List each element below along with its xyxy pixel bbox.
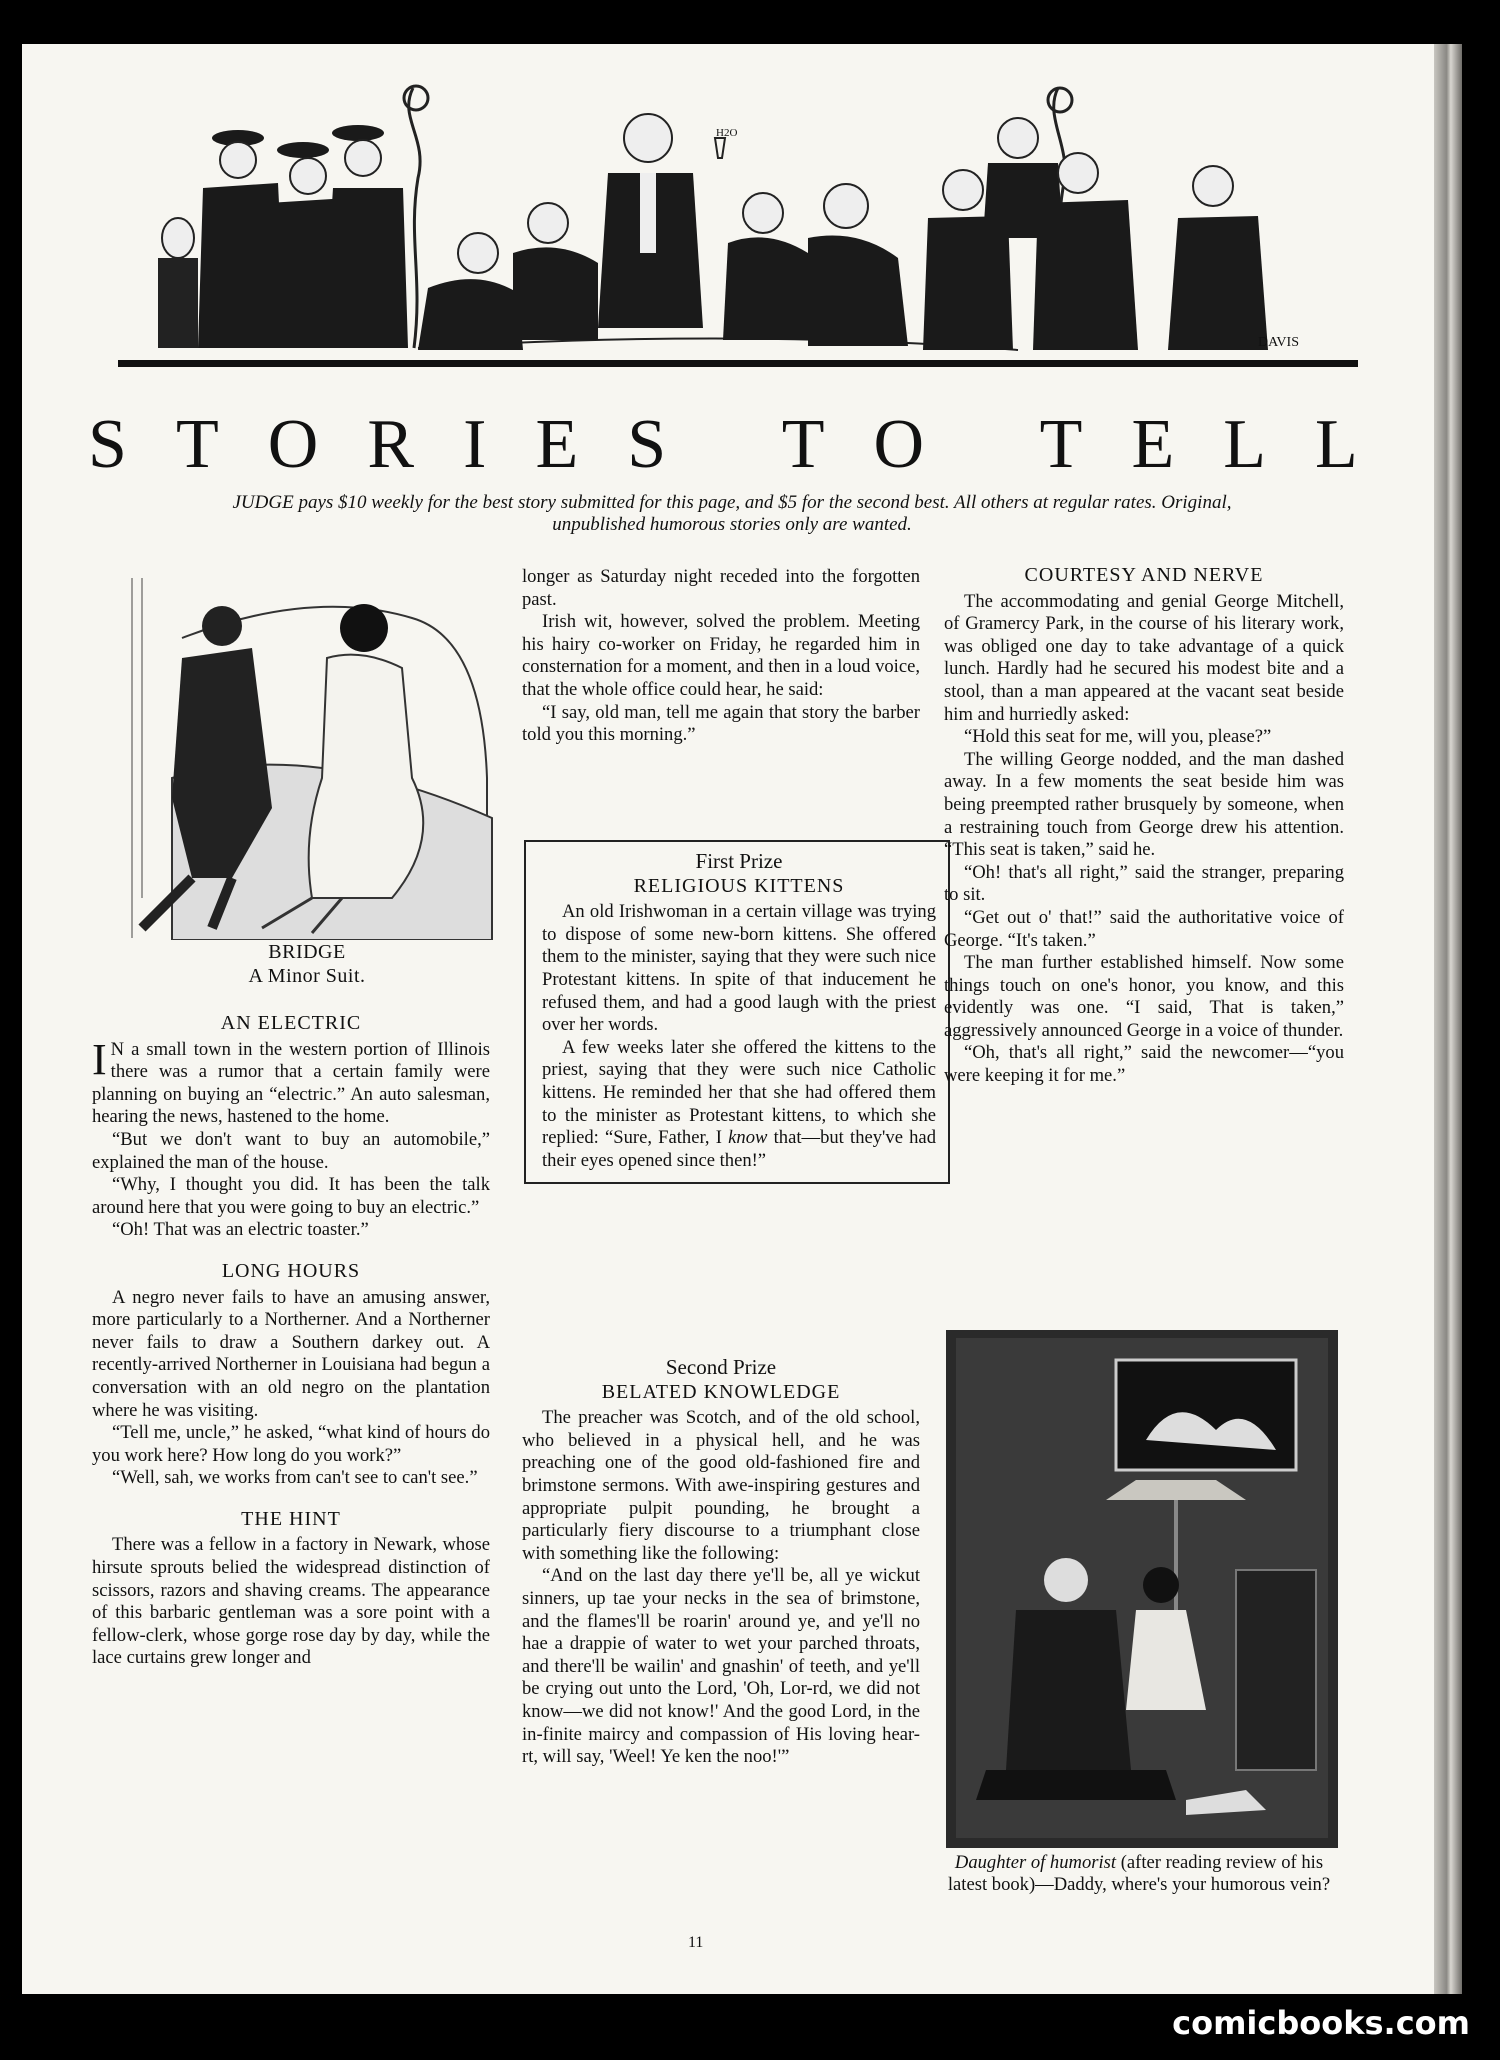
title-letter: E [1131,406,1175,483]
hint-p4: “I say, old man, tell me again that story the barber told you this morning.” [522,701,920,746]
electric-p1-text: N a small town in the western portion of Illinois there was a rumor that a certain family were planning on buying an “electric.” An auto salesman, hearing the news, hastened to the home. [92,1038,490,1128]
long-hours-p1: A negro never fails to have an amusing answer, more particularly to a Northerner. And a Northerner never fails to draw a Southern darkey out. A recently-arrived Northerner in Louisiana had begun a conversation with an old negro on the plantation where he was visiting. [92,1286,490,1421]
banner-illustration [118,78,1358,378]
title-letter: R [367,406,415,483]
electric-p3: “Why, I thought you did. It has been the talk around here that you were going to buy an electric.” [92,1174,490,1218]
glass-label: H2O [716,127,738,139]
first-prize-p1: An old Irishwoman in a certain village was trying to dispose of some new-born kittens. She offered them to the minister, saying that they were such nice Protestant kittens. In spite of that inducement he refused them, and had a good laugh with the priest over her words. [542,901,936,1036]
long-hours-p2: “Tell me, uncle,” he asked, “what kind of hours do you work here? How long do you work?” [92,1422,490,1466]
first-prize-p2-end: that—but they've had their eyes opened since then!” [542,1127,936,1171]
first-prize-emphasis: know [728,1127,768,1149]
title-letter: O [267,406,319,483]
title-letter: L [1223,406,1267,483]
courtesy-p5: “Get out o' that!” said the authoritative voice of George. “It's taken.” [944,906,1344,951]
title-letter [715,410,733,480]
courtesy-heading: COURTESY AND NERVE [1024,564,1264,586]
first-prize-label: First Prize [695,849,783,873]
caption-emphasis: Daughter of humorist [954,1852,1117,1873]
daughter-caption [934,1852,1344,1896]
bridge-caption [142,940,472,988]
title-letter: T [175,406,219,483]
title-letter: L [1315,406,1358,483]
courtesy-p3: The willing George nodded, and the man dashed away. In a few moments the seat beside him was being preempted rather brusquely by someone, when a restraining touch from George drew his attention. “This seat is taken,” said he. [944,748,1344,861]
book-spine [1434,44,1462,1994]
bridge-illustration [112,578,496,940]
courtesy-p4: “Oh! that's all right,” said the stranger, preparing to sit. [944,861,1344,906]
hint-p1: There was a fellow in a factory in Newark, whose hirsute sprouts belied the widespread distinction of scissors, razors and shaving creams. The appearance of this barbaric gentleman was a sore point with a fellow-clerk, whose gorge rose day by day, while the lace curtains grew longer and [92,1534,490,1669]
second-prize-heading: BELATED KNOWLEDGE [601,1380,841,1403]
page-title [88,406,1358,483]
second-prize-label: Second Prize [665,1355,777,1379]
electric-p2: “But we don't want to buy an automobile,” explained the man of the house. [92,1128,490,1173]
electric-p4: “Oh! That was an electric toaster.” [112,1219,369,1241]
courtesy-p1: The accommodating and genial George Mitchell, of Gramercy Park, in the course of his literary work, was obliged one day to take advantage of a quick lunch. Hardly had he secured his modest bite and a stool, than a man appeared at the vacant seat beside him and hurriedly asked: [944,590,1344,725]
first-prize-p2-text: A few weeks later she offered the kittens to the priest, saying that they were such nice Catholic kittens. He reminded her that she had offered them to the minister as Protestant kittens, to which she replied: “Sure, Father, I [542,1036,936,1149]
bridge-title: BRIDGE [268,941,346,963]
second-prize-p1: The preacher was Scotch, and of the old school, who believed in a physical hell, and he was preaching one of the good old-fashioned fire and brimstone sermons. With awe-inspiring gestures and appropriate pulpit pounding, he brought a particularly fiery discourse to a triumphant close with something like the following: [522,1407,920,1564]
title-letter: O [873,406,925,483]
daughter-illustration [946,1330,1338,1848]
judge-name: JUDGE [232,492,294,513]
long-hours-heading: LONG HOURS [221,1259,361,1282]
first-prize-heading: RELIGIOUS KITTENS [633,874,845,897]
electric-heading: AN ELECTRIC [220,1012,362,1034]
column-2 [522,566,920,747]
first-prize-p2 [542,1037,936,1173]
bridge-subtitle: A Minor Suit. [248,965,366,987]
courtesy-p2: “Hold this seat for me, will you, please?” [964,726,1272,748]
subtitle-text: pays $10 weekly for the best story submitted for this page, and $5 for the second best. All others at regular rates. Original, unpublished humorous stories only are wanted. [293,492,1232,535]
second-prize-p2: “And on the last day there ye'll be, all ye wickut sinners, up tae your necks in the sea of brimstone, and the flames'll be roarin' around ye, and ye'll no hae a drappie of water to wet your parched throats, and there'll be wailin' and gnashin' of teeth, and ye'll be crying out unto the Lord, 'Oh, Lor-rd, we did not know—we did not know!' And the good Lord, in the in-finite maircy and compassion of His loving hear-rt, will say, 'Weel! Ye ken the noo!'” [522,1565,920,1768]
hint-p2: longer as Saturday night receded into the forgotten past. [522,566,920,610]
second-prize-section [522,1356,920,1769]
courtesy-p6: The man further established himself. Now some things touch on one's honor, you know, and this evidently was one. “I said, That is taken,” aggressively announced George in a voice of thunder. [944,952,1344,1041]
title-letter: S [88,406,127,483]
page-number: 11 [688,1934,704,1951]
courtesy-p7: “Oh, that's all right,” said the newcomer—“you were keeping it for me.” [944,1042,1344,1087]
column-1 [92,1000,490,1670]
watermark: comicbooks.com [1172,2004,1470,2042]
title-letter: E [535,406,579,483]
artist-signature: DAVIS [1258,335,1299,350]
page-subtitle [232,492,1232,536]
hint-p3: Irish wit, however, solved the problem. Meeting his hairy co-worker on Friday, he regarded him in consternation for a moment, and then in a loud voice, that the whole office could hear, he said: [522,611,920,700]
title-letter: I [463,406,487,483]
first-prize-box [524,840,950,1184]
title-letter: S [627,406,667,483]
hint-heading: THE HINT [241,1507,341,1530]
column-3 [944,558,1344,1088]
title-letter: T [781,406,825,483]
caption-text: (after reading review of his latest book)—Daddy, where's your humorous vein? [947,1852,1331,1895]
long-hours-p3: “Well, sah, we works from can't see to can't see.” [112,1467,478,1489]
title-letter: T [1039,406,1083,483]
title-letter [973,410,991,480]
electric-p1 [92,1034,490,1129]
dropcap: I [92,1034,107,1084]
